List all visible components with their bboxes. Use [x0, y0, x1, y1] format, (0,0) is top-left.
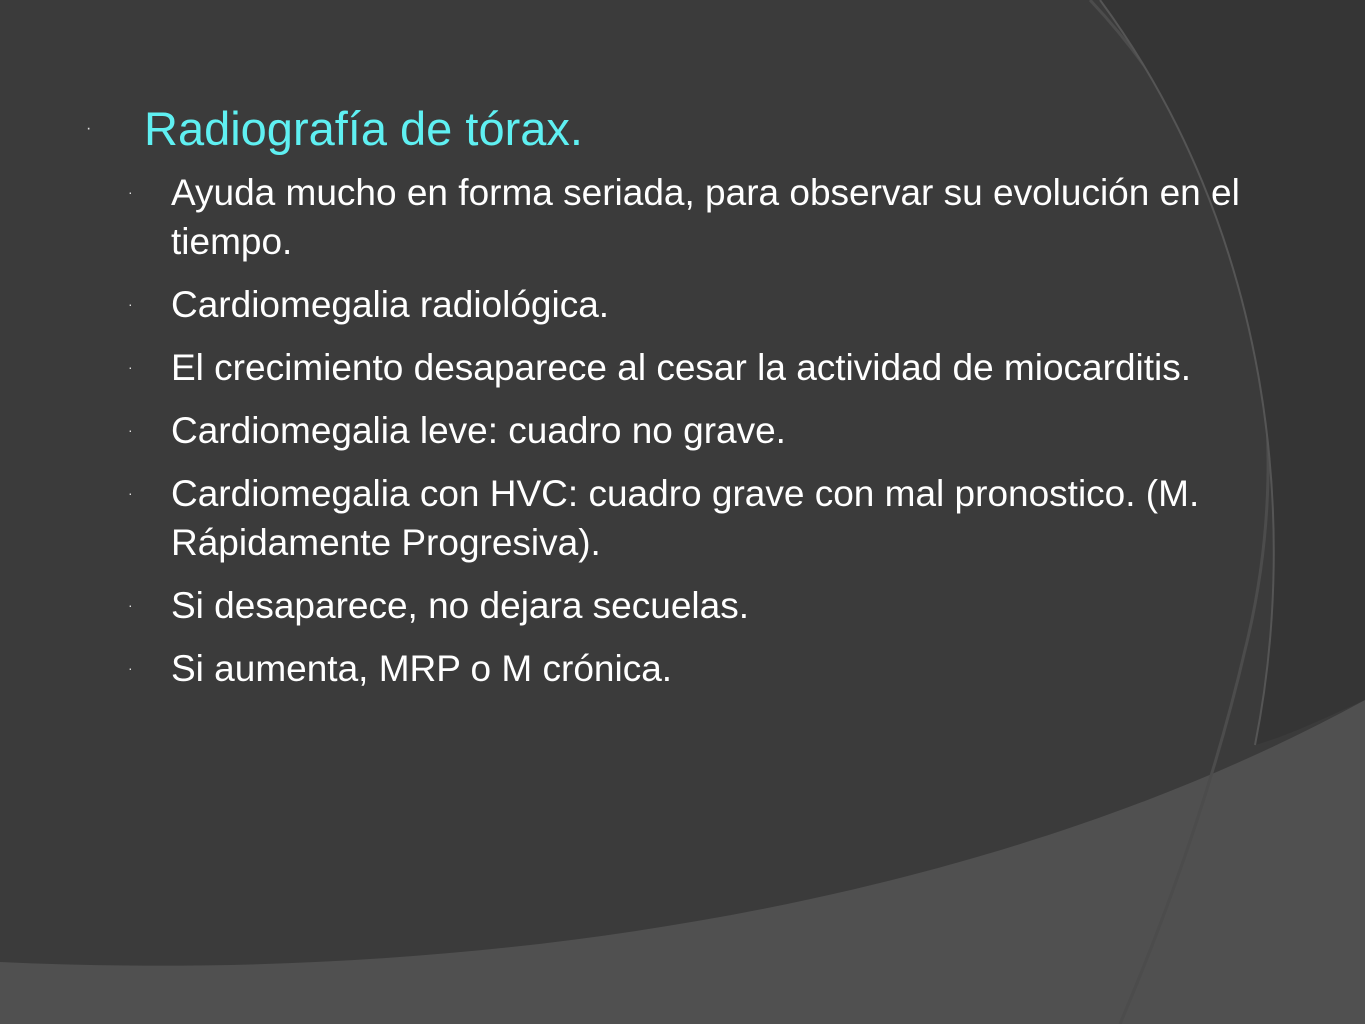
- list-item: [128, 644, 1248, 693]
- bullet-list: [128, 168, 1248, 707]
- list-item-text: Si desaparece, no dejara secuelas.: [171, 585, 749, 626]
- bullet-dot-icon: ·: [128, 660, 133, 676]
- list-item: [128, 280, 1248, 329]
- slide-heading: Radiografía de tórax.: [144, 102, 583, 155]
- bullet-dot-icon: ·: [128, 296, 133, 312]
- bullet-dot-icon: ·: [128, 597, 133, 613]
- bullet-dot-icon: ·: [128, 485, 133, 501]
- bullet-dot-icon: ·: [128, 422, 133, 438]
- bullet-dot-icon: ·: [128, 184, 133, 200]
- list-item: [128, 406, 1248, 455]
- list-item: [128, 168, 1248, 266]
- bullet-dot-icon: ·: [128, 359, 133, 375]
- list-item: [128, 343, 1248, 392]
- list-item: [128, 469, 1248, 567]
- bullet-dot-icon: ·: [86, 120, 92, 137]
- list-item-text: Si aumenta, MRP o M crónica.: [171, 648, 673, 689]
- heading-row: [86, 94, 583, 164]
- list-item-text: Cardiomegalia con HVC: cuadro grave con mal pronostico. (M. Rápidamente Progresiva).: [171, 473, 1200, 563]
- list-item-text: El crecimiento desaparece al cesar la actividad de miocarditis.: [171, 347, 1192, 388]
- list-item: [128, 581, 1248, 630]
- list-item-text: Ayuda mucho en forma seriada, para observar su evolución en el tiempo.: [171, 172, 1240, 262]
- list-item-text: Cardiomegalia radiológica.: [171, 284, 610, 325]
- list-item-text: Cardiomegalia leve: cuadro no grave.: [171, 410, 786, 451]
